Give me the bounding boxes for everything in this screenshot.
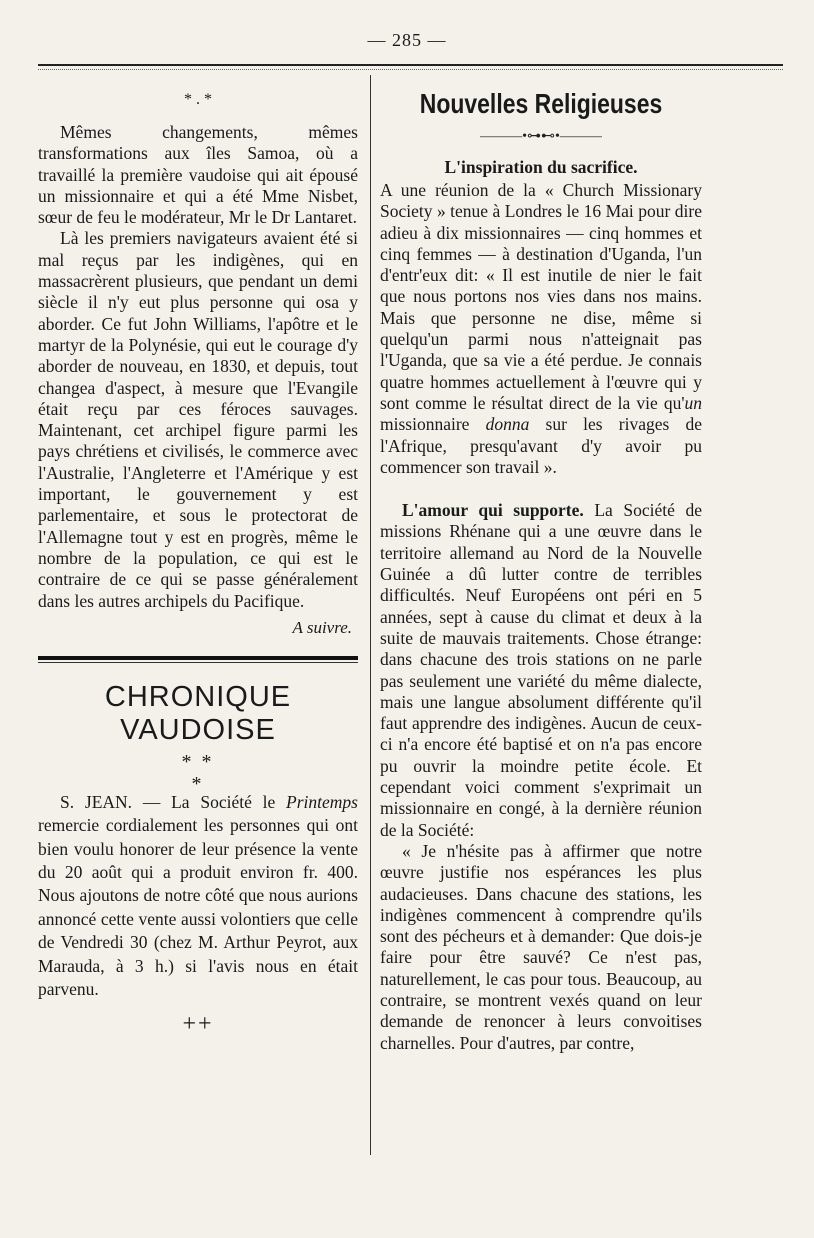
header-rule xyxy=(38,64,783,66)
section-separator: * . * xyxy=(184,91,212,108)
section-rule xyxy=(38,656,358,663)
asterism-mark: * * * xyxy=(181,750,215,795)
chronique-asterism xyxy=(38,750,358,795)
st-jean-lead: S. JEAN. — La Société le xyxy=(60,791,287,812)
cms-text-b: missionnaire xyxy=(380,414,486,435)
church-missionary-paragraph xyxy=(380,180,702,478)
un-italic: un xyxy=(684,392,702,413)
amour-paragraph xyxy=(380,500,702,841)
nouvelles-religieuses-title: Nouvelles Religieuses xyxy=(419,88,663,119)
page-number: — 285 — xyxy=(367,30,447,50)
samoa-paragraph: Mêmes changements, mêmes transformations aux îles Samoa, où a travaillé la première vaudoise qui ait épousé un missionnaire et qui a été Mme Nisbet, sœur de feu le modérateur, Mr le Dr Lantaret. xyxy=(38,122,358,228)
cms-text-c: sur les rivages de l'Afrique, presqu'avant d'y avoir pu commencer son travail ». xyxy=(380,414,702,477)
end-crosses: ++ xyxy=(182,1011,214,1038)
right-column xyxy=(380,78,702,1054)
amour-runin-heading: L'amour qui supporte. xyxy=(402,500,584,521)
st-jean-paragraph xyxy=(38,791,358,1002)
to-be-continued: A suivre. xyxy=(292,617,352,637)
chronique-title: CHRONIQUE VAUDOISE xyxy=(104,680,292,746)
donna-italic: donna xyxy=(485,414,530,435)
missionary-quote-paragraph: « Je n'hésite pas à affirmer que notre œuvre justifie nos espérances les plus audacieuses. Dans chacune des stations, les indigènes commencent à comprendre qu'ils sont des pécheurs et à demander: Que dois-je faire pour être sauvé? Ce n'est pas, naturellement, le cas pour tous. Beaucoup, au contraire, se montrent vexés quand on leur demande de renoncer à leurs convoitises charnelles. Pour d'autres, par contre, xyxy=(380,840,702,1053)
navigators-paragraph: Là les premiers navigateurs avaient été si mal reçus par les indigènes, qui en massacrèrent plusieurs, que pendant un demi siècle il n'y eut plus personne qui osa y aborder. Ce fut John Williams, l'apôtre et le martyr de la Polynésie, qui eut le courage d'y aborder de nouveau, en 1830, et depuis, tout changea d'aspect, à mesure que l'Evangile était reçu par ces féroces sauvages. Maintenant, cet archipel figure parmi les pays chrétiens et civilisés, le commerce avec l'Australie, l'Angleterre et l'Amérique y est important, le gouvernement y est parlementaire, et sous le protectorat de l'Allemagne tout y est en progrès, même le nombre de la population, ce qui est le contraire de ce qui se passe généralement dans les autres archipels du Pacifique. xyxy=(38,228,358,611)
st-jean-body: remercie cordialement les personnes qui ont bien voulu honorer de leur présence la vente du 20 août qui a produit environ fr. 400. Nous ajoutons de notre côté que nous aurions annoncé cette vente aussi volontiers que celle de Vendredi 30 (chez M. Arthur Peyrot, aux Marauda, à 3 h.) si l'avis nous en était parvenu. xyxy=(38,815,358,1000)
left-column xyxy=(38,78,358,1038)
cms-text-a: A une réunion de la « Church Missionary Society » tenue à Londres le 16 Mai pour dire adieu à dix missionnaires — cinq hommes et cinq femmes — à destination d'Uganda, l'un d'entr'eux dit: « Il est inutile de nier le fait que nous portons nos vies dans nos mains. Mais que personne ne dise, même si quelqu'un parmi nous n'atteignait pas l'Uganda, que sa vie a été perdue. Je connais quatre hommes actuellement à l'œuvre qui y sont comme le résultat direct de la vie qu' xyxy=(380,180,702,413)
amour-body: La Société de missions Rhénane qui a une œuvre dans le territoire allemand au Nord de la Nouvelle Guinée a dû lutter contre de terribles difficultés. Neuf Européens ont péri en 5 années, sept à cause du climat et deux à la suite de mauvais traitements. Chose étrange: dans chacune des trois stations on ne parle pas seulement une variété du même dialecte, mais une langue absolument différente qu'il faut apprendre des indigènes. Aucun de ceux-ci n'a encore été baptisé et on n'a pas encore pu ouvrir la moindre petite école. Et cependant voici comment s'exprimait un missionnaire en congé, à la dernière réunion de la Société: xyxy=(380,500,702,840)
header-rule-dotted xyxy=(38,69,783,70)
printemps-italic: Printemps xyxy=(286,791,358,812)
column-divider xyxy=(370,75,371,1155)
inspiration-subhead: L'inspiration du sacrifice. xyxy=(444,157,638,177)
paragraph-gap xyxy=(380,478,702,500)
title-ornament: ———•⊶⊷•——— xyxy=(480,129,602,144)
